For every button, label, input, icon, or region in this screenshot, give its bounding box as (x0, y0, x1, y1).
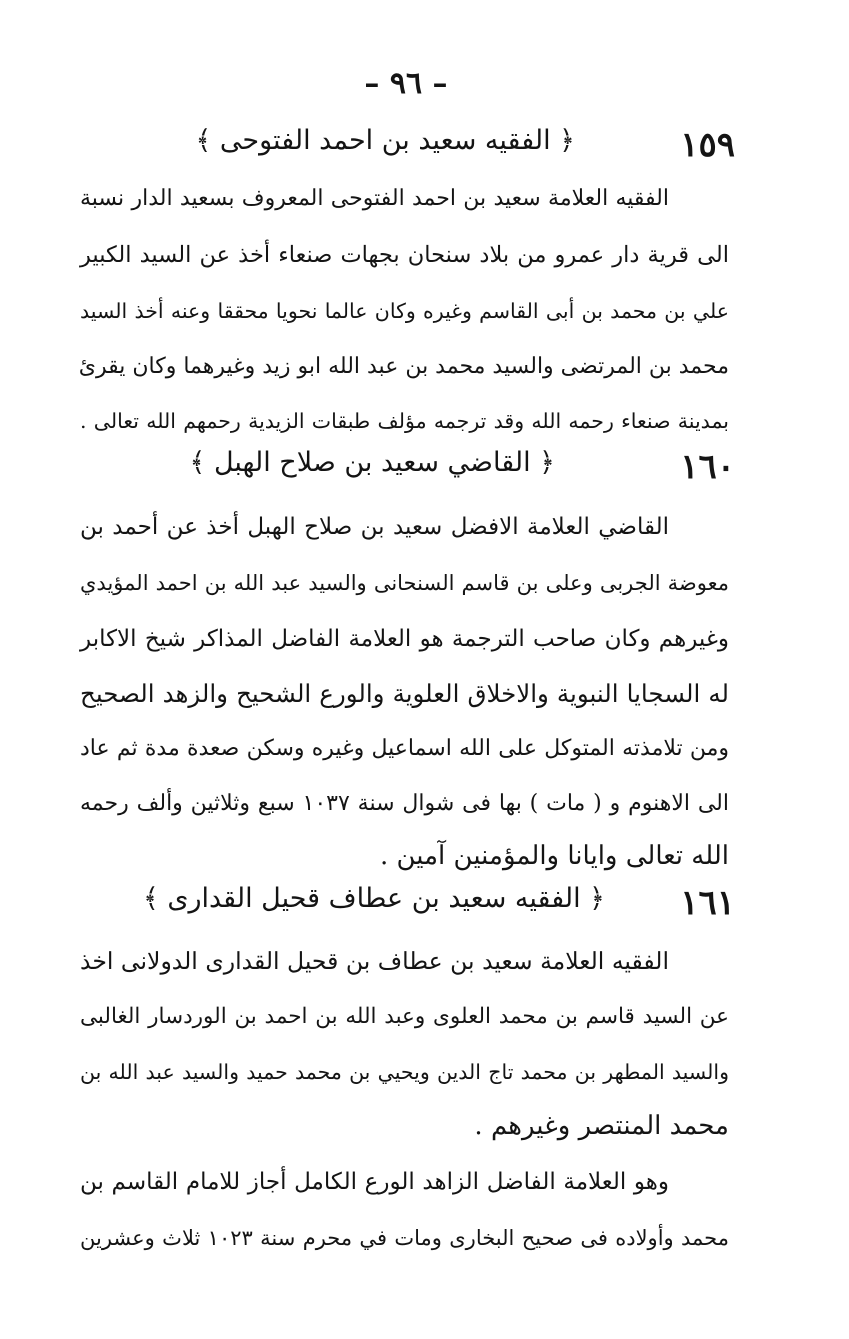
entry-heading (80, 125, 735, 173)
text-line: الفقيه العلامة سعيد بن احمد الفتوحى المعروف بسعيد الدار نسبة (80, 186, 669, 211)
entry-number: ١٥٩ (680, 125, 735, 165)
entry-title: ﴿ الفقيه سعيد بن احمد الفتوحى ﴾ (195, 125, 575, 156)
entry-heading (80, 447, 735, 495)
entry-title: ﴿ الفقيه سعيد بن عطاف قحيل القدارى ﴾ (142, 883, 605, 914)
text-line: وهو العلامة الفاضل الزاهد الورع الكامل أجاز للامام القاسم بن (80, 1169, 669, 1195)
text-line: بمدينة صنعاء رحمه الله وقد ترجمه مؤلف طبقات الزيدية رحمهم الله تعالى . (80, 409, 729, 433)
text-line: معوضة الجربى وعلى بن قاسم السنحانى والسيد عبد الله بن احمد المؤيدي (80, 571, 729, 595)
text-line: محمد بن المرتضى والسيد محمد بن عبد الله ابو زيد وغيرهما وكان يقرئ (78, 354, 729, 379)
text-line: له السجايا النبوية والاخلاق العلوية والورع الشحيح والزهد الصحيح (80, 679, 729, 708)
text-line: عن السيد قاسم بن محمد العلوى وعبد الله بن احمد بن الوردسار الغالبى (80, 1004, 729, 1029)
text-line: الى الاهنوم و ( مات ) بها فى شوال سنة ١٠٣٧ سبع وثلاثين وألف رحمه (80, 791, 729, 816)
text-line: والسيد المطهر بن محمد تاج الدين ويحيي بن محمد حميد والسيد عبد الله بن (80, 1060, 729, 1084)
text-line: وغيرهم وكان صاحب الترجمة هو العلامة الفاضل المذاكر شيخ الاكابر (80, 626, 729, 652)
text-line: ومن تلامذته المتوكل على الله اسماعيل وغيره وسكن صعدة مدة ثم عاد (80, 736, 729, 761)
entry-title: ﴿ القاضي سعيد بن صلاح الهبل ﴾ (189, 447, 555, 478)
text-line: الفقيه العلامة سعيد بن عطاف بن قحيل القدارى الدولانى اخذ (80, 947, 669, 975)
entry-number: ١٦١ (680, 883, 735, 923)
text-line: الله تعالى وايانا والمؤمنين آمين . (379, 841, 729, 871)
text-line: القاضي العلامة الافضل سعيد بن صلاح الهبل أخذ عن أحمد بن (80, 514, 669, 540)
text-line: محمد المنتصر وغيرهم . (474, 1111, 729, 1141)
text-line: علي بن محمد بن أبى القاسم وغيره وكان عالما نحويا محققا وعنه أخذ السيد (80, 299, 729, 323)
text-line: محمد وأولاده فى صحيح البخارى ومات في محرم سنة ١٠٢٣ ثلاث وعشرين (80, 1226, 729, 1250)
entry-heading (80, 883, 735, 931)
entry-number: ١٦٠ (680, 447, 735, 487)
text-line: الى قرية دار عمرو من بلاد سنحان بجهات صنعاء أخذ عن السيد الكبير (80, 242, 729, 268)
page-number: – ٩٦ – (364, 66, 448, 101)
